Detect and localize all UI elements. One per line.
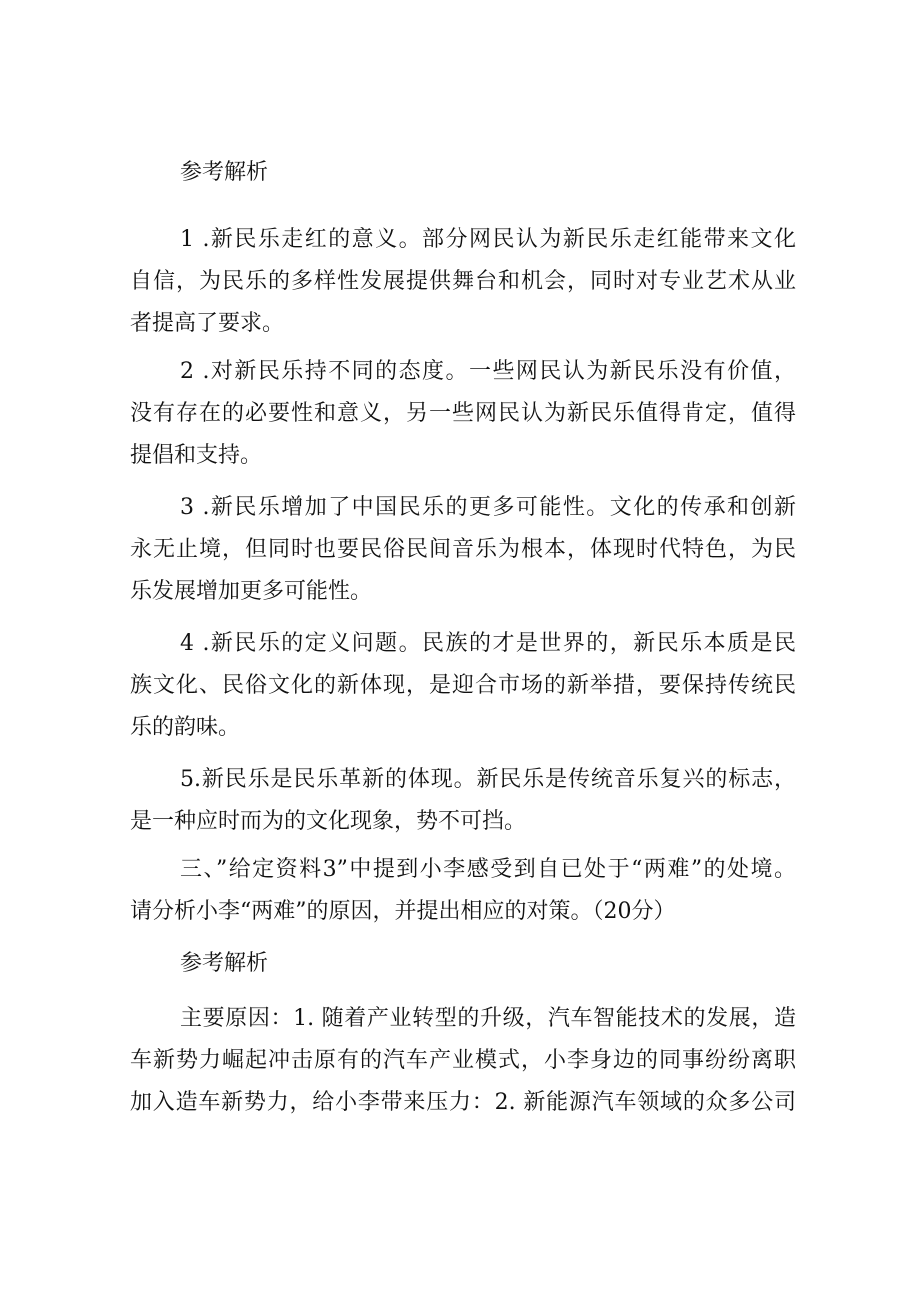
text-line: 参考解析 (180, 951, 269, 976)
text-line: 三、”给定资料3”中提到小李感受到自已处于“两难”的处境。 (180, 857, 796, 882)
text-line: 提倡和支持。 (130, 443, 263, 468)
text-line: 是一种应时而为的文化现象，势不可挡。 (130, 809, 527, 834)
text-line: 请分析小李“两难”的原因，并提出相应的对策。（20分） (130, 899, 676, 924)
text-line: 自信，为民乐的多样性发展提供舞台和机会，同时对专业艺术从业 (130, 269, 796, 294)
text-line: 4 .新民乐的定义问题。民族的才是世界的，新民乐本质是民 (180, 631, 796, 656)
paragraph-5 (130, 759, 796, 843)
question-3 (130, 849, 796, 933)
text-line: 没有存在的必要性和意义，另一些网民认为新民乐值得肯定，值得 (130, 401, 796, 426)
paragraph-2 (130, 351, 796, 477)
document-page (130, 152, 796, 1124)
text-line: 3 .新民乐增加了中国民乐的更多可能性。文化的传承和创新 (180, 495, 796, 520)
text-line: 乐的韵味。 (130, 715, 241, 740)
paragraph-main-reasons (130, 998, 796, 1124)
section-heading-analysis-1 (130, 152, 796, 194)
paragraph-1 (130, 219, 796, 345)
paragraph-3 (130, 487, 796, 613)
text-line: 参考解析 (180, 160, 269, 185)
text-line: 加入造车新势力，给小李带来压力：2. 新能源汽车领域的众多公司 (130, 1090, 796, 1115)
text-line: 2 .对新民乐持不同的态度。一些网民认为新民乐没有价值， (180, 359, 796, 384)
text-line: 族文化、民俗文化的新体现，是迎合市场的新举措，要保持传统民 (130, 673, 796, 698)
text-line: 5.新民乐是民乐革新的体现。新民乐是传统音乐复兴的标志， (180, 767, 796, 792)
text-line: 车新势力崛起冲击原有的汽车产业模式，小李身边的同事纷纷离职 (130, 1048, 796, 1073)
text-line: 1 .新民乐走红的意义。部分网民认为新民乐走红能带来文化 (180, 227, 796, 252)
text-line: 主要原因：1. 随着产业转型的升级，汽车智能技术的发展，造 (180, 1006, 796, 1031)
section-heading-analysis-2 (130, 943, 796, 985)
text-line: 乐发展增加更多可能性。 (130, 579, 373, 604)
text-line: 者提高了要求。 (130, 311, 285, 336)
paragraph-4 (130, 623, 796, 749)
text-line: 永无止境，但同时也要民俗民间音乐为根本，体现时代特色，为民 (130, 537, 796, 562)
